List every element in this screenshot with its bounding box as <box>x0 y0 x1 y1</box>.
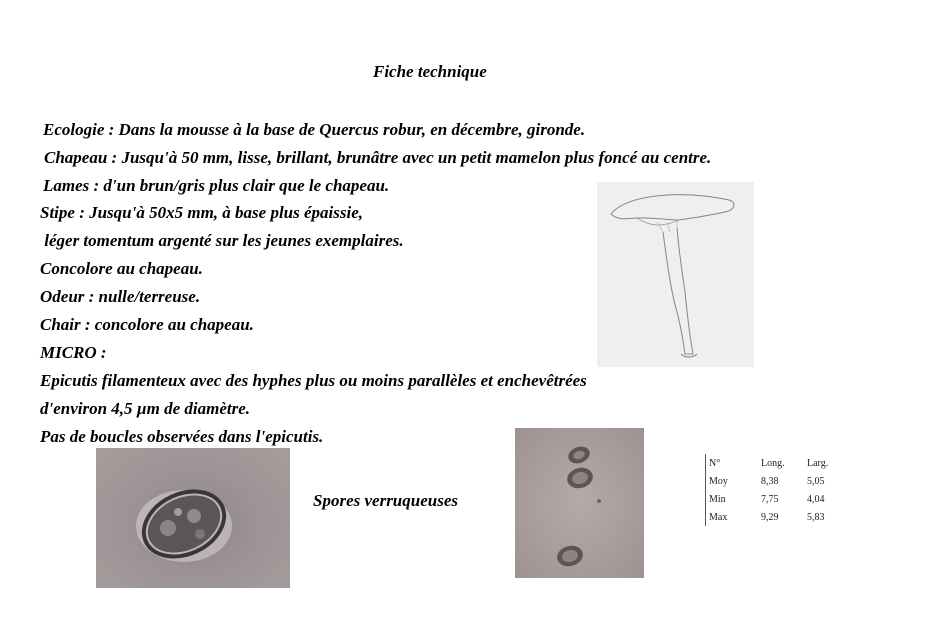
table-header-cell: Long. <box>761 457 785 469</box>
table-cell: 9,29 <box>761 511 779 523</box>
table-cell: 4,04 <box>807 493 825 505</box>
table-cell: 5,83 <box>807 511 825 523</box>
table-row <box>706 490 846 508</box>
table-cell: Min <box>709 493 726 505</box>
text-line-tomentum: léger tomentum argenté sur les jeunes exemplaires. <box>40 231 404 250</box>
mushroom-drawing <box>597 182 754 367</box>
table-header-cell: N° <box>709 457 721 469</box>
text-line-diametre: d'environ 4,5 µm de diamètre. <box>40 399 251 418</box>
page-title: Fiche technique <box>373 62 487 81</box>
text-line-odeur: Odeur : nulle/terreuse. <box>40 287 201 306</box>
text-line-chair: Chair : concolore au chapeau. <box>40 315 254 334</box>
table-row <box>706 472 846 490</box>
text-line-concolore: Concolore au chapeau. <box>40 259 203 278</box>
text-line-epicutis: Epicutis filamenteux avec des hyphes plus ou moins parallèles et enchevêtrées <box>40 371 587 390</box>
spore-measurements-table <box>705 454 846 526</box>
text-line-ecologie: Ecologie : Dans la mousse à la base de Quercus robur, en décembre, gironde. <box>43 120 586 139</box>
spore-photo-small <box>515 428 644 578</box>
text-line-micro: MICRO : <box>40 343 107 362</box>
text-line-boucles: Pas de boucles observées dans l'epicutis. <box>40 427 324 446</box>
table-row <box>706 508 846 526</box>
table-cell: Moy <box>709 475 728 487</box>
table-cell: 8,38 <box>761 475 779 487</box>
text-line-lames: Lames : d'un brun/gris plus clair que le chapeau. <box>43 176 390 195</box>
table-cell: 7,75 <box>761 493 779 505</box>
spore-photo-large <box>96 448 290 588</box>
table-header-row <box>706 454 846 472</box>
text-line-chapeau: Chapeau : Jusqu'à 50 mm, lisse, brillant, brunâtre avec un petit mamelon plus foncé au centre. <box>44 148 712 167</box>
spores-caption: Spores verruqueuses <box>313 491 458 510</box>
table-cell: Max <box>709 511 728 523</box>
table-cell: 5,05 <box>807 475 825 487</box>
table-header-cell: Larg. <box>807 457 829 469</box>
text-line-stipe: Stipe : Jusqu'à 50x5 mm, à base plus épaissie, <box>40 203 364 222</box>
